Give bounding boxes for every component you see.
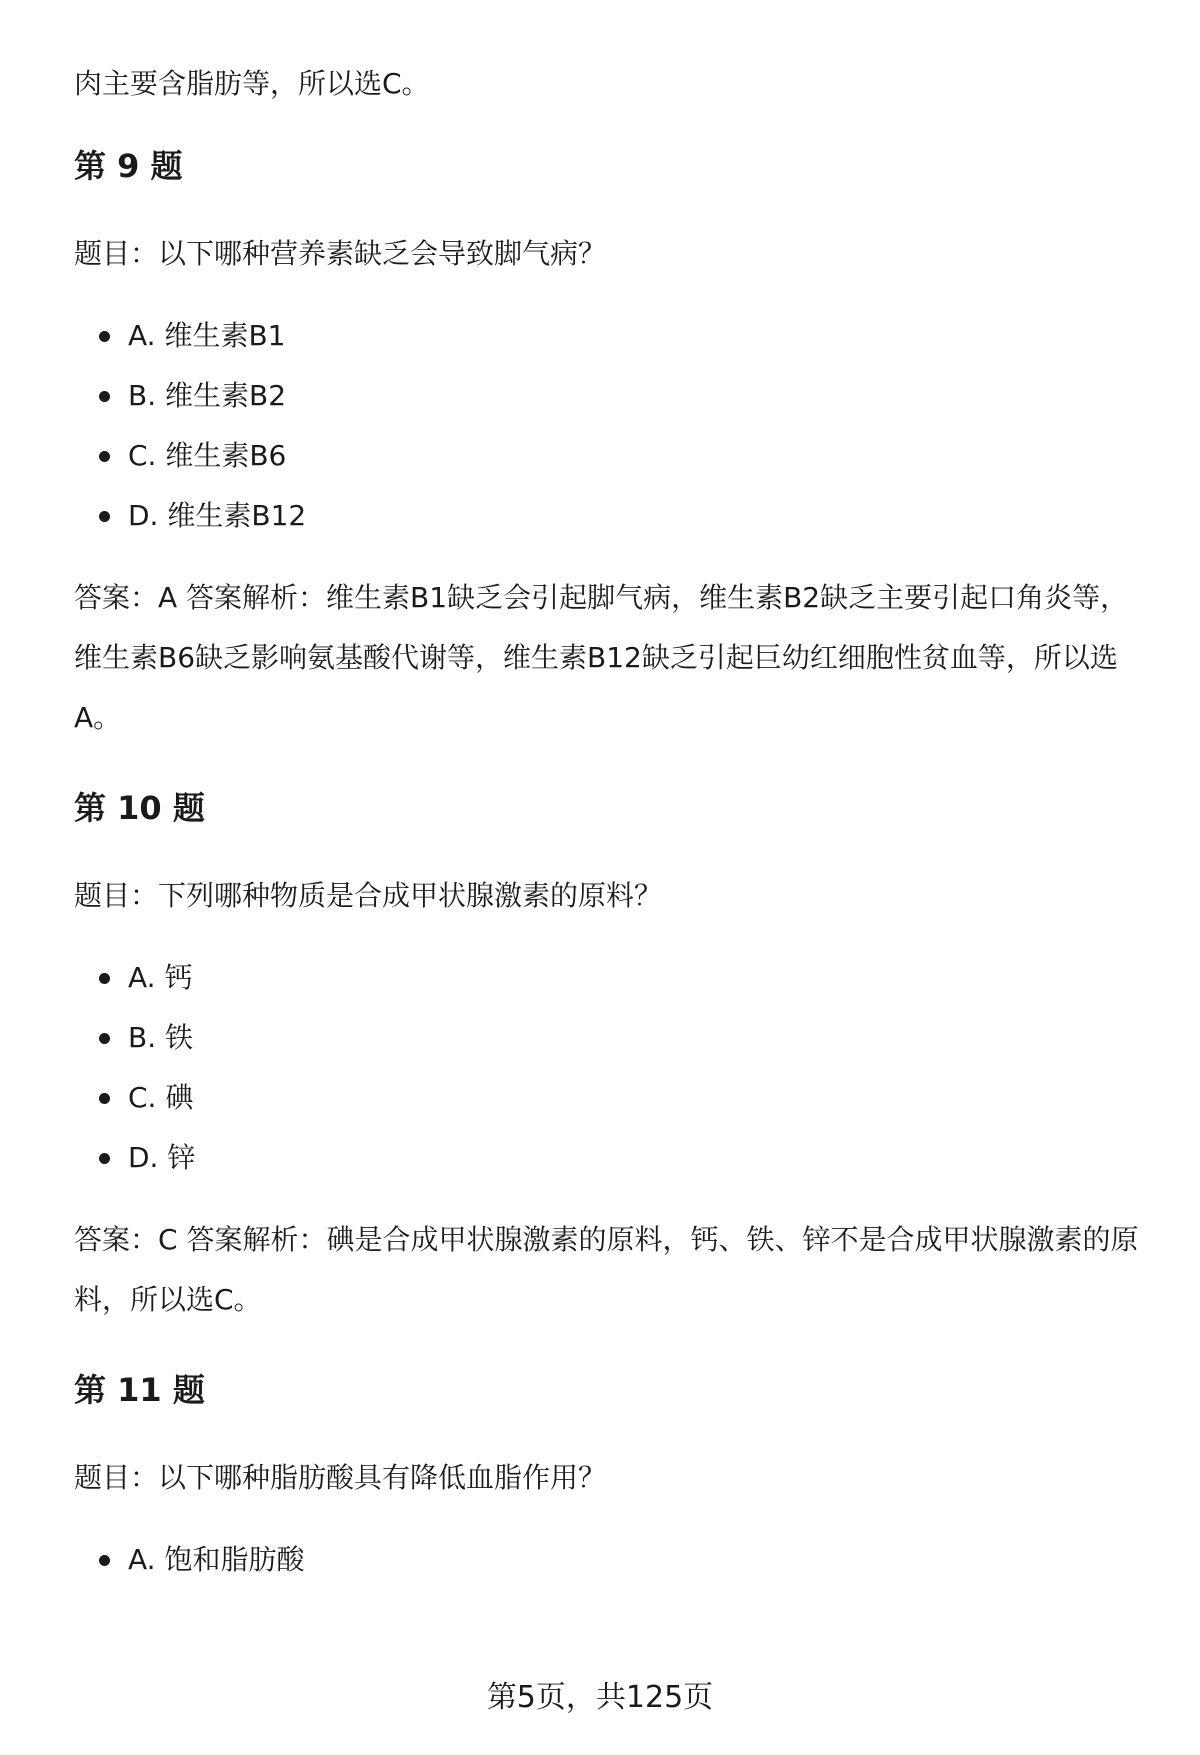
bullet-icon	[99, 973, 110, 984]
question-prompt: 题目：下列哪种物质是合成甲状腺激素的原料？	[74, 879, 663, 912]
bullet-icon	[99, 1555, 110, 1566]
bullet-icon	[99, 1033, 110, 1044]
document-page	[74, 0, 1154, 1590]
bullet-icon	[99, 1153, 110, 1164]
option-label: A. 饱和脂肪酸	[128, 1543, 305, 1576]
answer-explanation: 答案：A 答案解析：维生素B1缺乏会引起脚气病，维生素B2缺乏主要引起口角炎等，维生素B6缺乏影响氨基酸代谢等，维生素B12缺乏引起巨幼红细胞性贫血等，所以选A。	[74, 581, 1129, 734]
option-label: C. 维生素B6	[128, 439, 287, 472]
bullet-icon	[99, 451, 110, 462]
option-item	[74, 366, 1154, 426]
option-list	[74, 306, 1154, 546]
answer-explanation: 答案：C 答案解析：碘是合成甲状腺激素的原料，钙、铁、锌不是合成甲状腺激素的原料，所以选C。	[74, 1223, 1139, 1316]
question-prompt: 题目：以下哪种脂肪酸具有降低血脂作用？	[74, 1461, 607, 1494]
option-item	[74, 1128, 1154, 1188]
option-label: C. 碘	[128, 1081, 194, 1114]
page-footer: 第5页，共125页	[486, 1680, 714, 1715]
bullet-icon	[99, 511, 110, 522]
bullet-icon	[99, 1093, 110, 1104]
option-item	[74, 486, 1154, 546]
option-item	[74, 306, 1154, 366]
option-item	[74, 426, 1154, 486]
question-heading: 第 9 题	[74, 147, 183, 185]
question-prompt: 题目：以下哪种营养素缺乏会导致脚气病？	[74, 237, 607, 270]
option-label: B. 铁	[128, 1021, 194, 1054]
option-item	[74, 948, 1154, 1008]
option-label: A. 钙	[128, 961, 193, 994]
option-list	[74, 948, 1154, 1188]
question-heading: 第 10 题	[74, 789, 205, 827]
bullet-icon	[99, 391, 110, 402]
option-label: D. 维生素B12	[128, 499, 307, 532]
bullet-icon	[99, 331, 110, 342]
option-label: D. 锌	[128, 1141, 196, 1174]
option-label: B. 维生素B2	[128, 379, 287, 412]
option-item	[74, 1008, 1154, 1068]
option-item	[74, 1068, 1154, 1128]
question-heading: 第 11 题	[74, 1371, 205, 1409]
continuation-text: 肉主要含脂肪等，所以选C。	[74, 67, 430, 100]
option-item	[74, 1530, 1154, 1590]
option-label: A. 维生素B1	[128, 319, 286, 352]
option-list	[74, 1530, 1154, 1590]
